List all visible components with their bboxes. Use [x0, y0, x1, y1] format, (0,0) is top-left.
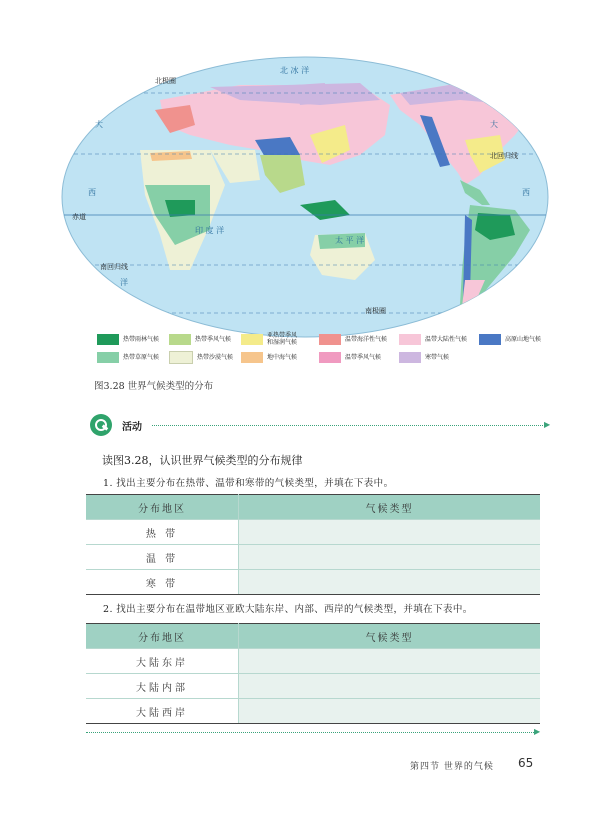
legend-swatch: [399, 334, 421, 345]
activity-intro: 读图3.28，认识世界气候类型的分布规律: [102, 454, 303, 467]
label-antarctic-circle: 南极圈: [365, 307, 386, 315]
legend-swatch: [97, 352, 119, 363]
table-row: [86, 649, 540, 674]
legend-item: [399, 332, 467, 346]
map-legend: [97, 332, 557, 366]
legend-label: 温带海洋性气候: [345, 335, 388, 343]
label-atlantic-left-3: 洋: [120, 278, 128, 287]
legend-label: 热带草原气候: [123, 353, 160, 361]
legend-item: [241, 350, 297, 364]
table-row-label: 热 带: [86, 520, 239, 545]
table-row: [86, 699, 540, 724]
legend-item: [97, 332, 159, 346]
arrow-right-icon: ▶: [544, 420, 551, 429]
activity-title: 活动: [122, 422, 142, 433]
table-row-label: 大陆东岸: [86, 649, 239, 674]
legend-label: 亚热带季风 和湿润气候: [267, 332, 298, 346]
label-arctic-ocean: 北 冰 洋: [280, 66, 310, 75]
table-row-label: 大陆内部: [86, 674, 239, 699]
continent-coast-table: [86, 623, 540, 724]
table-row: [86, 520, 540, 545]
table-row-label: 寒 带: [86, 570, 239, 595]
legend-swatch: [319, 352, 341, 363]
question-1: 1. 找出主要分布在热带、温带和寒带的气候类型，并填在下表中。: [103, 478, 394, 489]
table-header-climate: 气候类型: [239, 624, 541, 649]
legend-item: [169, 350, 233, 364]
legend-swatch: [479, 334, 501, 345]
footer-section-title: 第四节 世界的气候: [410, 762, 494, 772]
table-header-region: 分布地区: [86, 624, 239, 649]
table-header-climate: 气候类型: [239, 495, 541, 520]
legend-swatch: [97, 334, 119, 345]
legend-label: 寒带气候: [425, 353, 450, 361]
legend-item: [97, 350, 159, 364]
table-row: [86, 570, 540, 595]
answer-cell[interactable]: [239, 520, 541, 545]
legend-item: [479, 332, 541, 346]
legend-swatch: [399, 352, 421, 363]
question-2: 2. 找出主要分布在温带地区亚欧大陆东岸、内部、西岸的气候类型，并填在下表中。: [103, 604, 473, 615]
congo-rainforest: [165, 200, 195, 217]
legend-item: [399, 350, 449, 364]
table-header-row: [86, 624, 540, 649]
answer-cell[interactable]: [239, 570, 541, 595]
legend-swatch: [241, 334, 263, 345]
label-atlantic-right-2: 西: [522, 188, 530, 197]
patagonia: [462, 280, 485, 310]
activity-header: [90, 414, 550, 436]
legend-swatch: [169, 351, 193, 364]
legend-item: [169, 332, 231, 346]
answer-cell[interactable]: [239, 699, 541, 724]
legend-swatch: [169, 334, 191, 345]
label-atlantic-left-1: 大: [95, 120, 103, 129]
legend-label: 温带季风气候: [345, 353, 382, 361]
table-row-label: 大陆西岸: [86, 699, 239, 724]
table-row: [86, 545, 540, 570]
activity-divider: [152, 425, 547, 426]
label-tropic-capricorn: 南回归线: [100, 263, 128, 271]
table-header-row: [86, 495, 540, 520]
activity-icon: [90, 414, 112, 436]
legend-item: [319, 332, 387, 346]
label-indian-ocean: 印 度 洋: [195, 226, 225, 235]
arrow-right-icon: ▶: [534, 727, 541, 736]
legend-label: 热带沙漠气候: [197, 353, 234, 361]
figure-caption: 图3.28 世界气候类型的分布: [94, 381, 214, 392]
legend-item: [241, 332, 297, 346]
answer-cell[interactable]: [239, 674, 541, 699]
climate-zone-table: [86, 494, 540, 595]
label-atlantic-right-1: 大: [490, 120, 498, 129]
legend-swatch: [241, 352, 263, 363]
page-number: 65: [518, 756, 534, 770]
label-atlantic-left-2: 西: [88, 188, 96, 197]
label-pacific-ocean: 太 平 洋: [335, 236, 365, 245]
activity-end-divider: [86, 732, 536, 733]
table-row: [86, 674, 540, 699]
legend-label: 热带季风气候: [195, 335, 232, 343]
legend-item: [319, 350, 381, 364]
legend-label: 温带大陆性气候: [425, 335, 468, 343]
answer-cell[interactable]: [239, 545, 541, 570]
table-row-label: 温 带: [86, 545, 239, 570]
legend-label: 高原山地气候: [505, 335, 542, 343]
legend-label: 地中海气候: [267, 353, 298, 361]
label-arctic-circle: 北极圈: [155, 77, 176, 85]
greenland: [295, 83, 325, 105]
legend-swatch: [319, 334, 341, 345]
table-header-region: 分布地区: [86, 495, 239, 520]
world-climate-map: [60, 55, 550, 340]
label-tropic-cancer: 北回归线: [490, 152, 518, 160]
answer-cell[interactable]: [239, 649, 541, 674]
legend-label: 热带雨林气候: [123, 335, 160, 343]
label-equator: 赤道: [72, 213, 86, 221]
